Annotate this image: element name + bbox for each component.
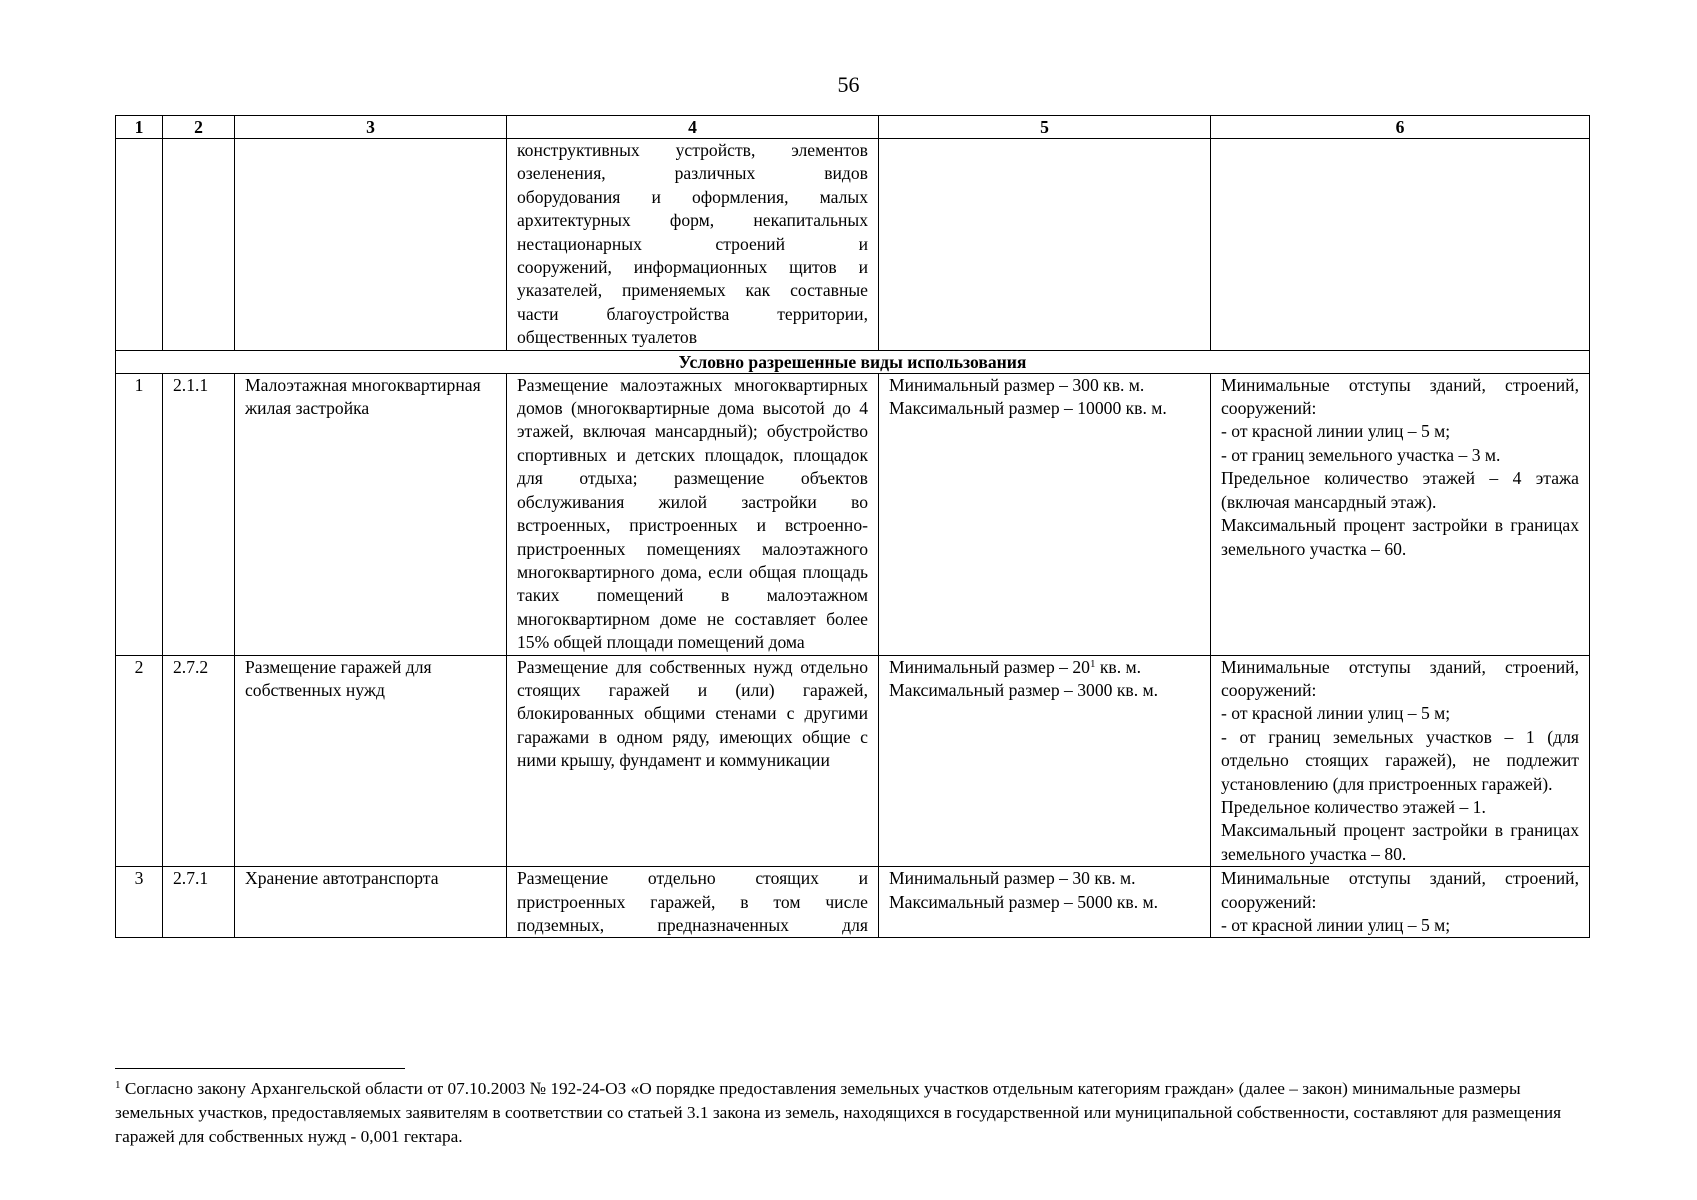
empty-cell bbox=[116, 139, 163, 351]
footnote-text: Согласно закону Архангельской области от 07.10.2003 № 192-24-ОЗ «О порядке предоставления земельных участков отдельным категориям граждан» (далее – закон) минимальные размеры земельных участков, предоставляемых заявителям в соответствии со статьей 3.1 закона из земель, находящихся в государственной или муниципальной собственности, составляют для размещения гаражей для собственных нужд - 0,001 гектара. bbox=[115, 1079, 1562, 1146]
continuation-description bbox=[507, 139, 879, 351]
min-size: Минимальный размер – 30 кв. м. bbox=[889, 868, 1136, 889]
row-plot-size bbox=[879, 655, 1211, 867]
parameter-line: - от красной линии улиц – 5 м; bbox=[1221, 421, 1451, 442]
row-plot-size bbox=[879, 373, 1211, 655]
row-description: Размещение отдельно стоящих и пристроенных гаражей, в том числе подземных, предназначенных для bbox=[507, 867, 879, 938]
description-line: указателей, применяемых как составные bbox=[517, 280, 868, 301]
row-plot-size bbox=[879, 867, 1211, 938]
description-line: сооружений, информационных щитов и bbox=[517, 257, 868, 278]
empty-cell bbox=[879, 139, 1211, 351]
footnote-reference: 1 bbox=[1089, 657, 1096, 670]
description-line: конструктивных устройств, элементов bbox=[517, 140, 868, 160]
max-size: Максимальный размер – 5000 кв. м. bbox=[889, 891, 1159, 912]
min-size: Минимальный размер – 300 кв. м. bbox=[889, 374, 1145, 395]
parameter-line: - от красной линии улиц – 5 м; bbox=[1221, 915, 1451, 935]
parameter-line: Минимальные отступы зданий, строений, сооружений: bbox=[1221, 868, 1579, 912]
min-size-unit: кв. м. bbox=[1095, 656, 1142, 677]
row-code: 2.1.1 bbox=[163, 373, 235, 655]
parameter-line: Максимальный процент застройки в границах земельного участка – 80. bbox=[1221, 820, 1579, 864]
row-code: 2.7.1 bbox=[163, 867, 235, 938]
parameter-line: - от красной линии улиц – 5 м; bbox=[1221, 703, 1451, 724]
min-size-value: Минимальный размер – 20 bbox=[889, 656, 1090, 677]
max-size: Максимальный размер – 10000 кв. м. bbox=[889, 398, 1167, 419]
parameter-line: - от границ земельных участков – 1 (для отдельно стоящих гаражей), не подлежит установлению (для пристроенных гаражей). bbox=[1221, 726, 1579, 794]
parameter-line: Максимальный процент застройки в границах земельного участка – 60. bbox=[1221, 515, 1579, 559]
parameter-line: - от границ земельного участка – 3 м. bbox=[1221, 444, 1501, 465]
page-number: 56 bbox=[837, 72, 860, 97]
parameter-line: Минимальные отступы зданий, строений, сооружений: bbox=[1221, 656, 1579, 700]
section-title: Условно разрешенные виды использования bbox=[116, 350, 1590, 373]
empty-cell bbox=[1211, 139, 1590, 351]
header-cell-1: 1 bbox=[116, 116, 163, 139]
min-size bbox=[889, 656, 1200, 679]
parameter-line: Предельное количество этажей – 4 этажа (включая мансардный этаж). bbox=[1221, 468, 1579, 512]
row-description: Размещение малоэтажных многоквартирных домов (многоквартирные дома высотой до 4 этажей, включая мансардный); обустройство спортивных и детских площадок, площадок для отдыха; размещение объектов обслуживания жилой застройки во встроенных, пристроенных и встроенно-пристроенных помещениях малоэтажного многоквартирного дома, если общая площадь таких помещений в малоэтажном многоквартирном доме не составляет более 15% общей площади помещений дома bbox=[507, 373, 879, 655]
header-row bbox=[116, 116, 1590, 139]
table-row bbox=[116, 655, 1590, 867]
header-cell-2: 2 bbox=[163, 116, 235, 139]
description-line: нестационарных строений и bbox=[517, 233, 868, 254]
description-line: архитектурных форм, некапитальных bbox=[517, 210, 868, 231]
parameter-line: Минимальные отступы зданий, строений, сооружений: bbox=[1221, 374, 1579, 419]
table-row bbox=[116, 373, 1590, 655]
header-cell-5: 5 bbox=[879, 116, 1211, 139]
description-line: озеленения, различных видов bbox=[517, 163, 868, 184]
header-cell-6: 6 bbox=[1211, 116, 1590, 139]
empty-cell bbox=[163, 139, 235, 351]
row-use-name: Размещение гаражей для собственных нужд bbox=[235, 655, 507, 867]
header-cell-3: 3 bbox=[235, 116, 507, 139]
description-line: части благоустройства территории, bbox=[517, 303, 868, 324]
parameter-line: Предельное количество этажей – 1. bbox=[1221, 796, 1486, 817]
row-parameters bbox=[1211, 655, 1590, 867]
empty-cell bbox=[235, 139, 507, 351]
row-use-name: Малоэтажная многоквартирная жилая застройка bbox=[235, 373, 507, 655]
row-code: 2.7.2 bbox=[163, 655, 235, 867]
row-number: 2 bbox=[116, 655, 163, 867]
section-row bbox=[116, 350, 1590, 373]
row-description: Размещение для собственных нужд отдельно стоящих гаражей и (или) гаражей, блокированных общими стенами с другими гаражами в одном ряду, имеющих общие с ними крышу, фундамент и коммуникации bbox=[507, 655, 879, 867]
continuation-row bbox=[116, 139, 1590, 351]
footnote-separator bbox=[115, 1068, 405, 1069]
description-line: оборудования и оформления, малых bbox=[517, 186, 868, 207]
table-row bbox=[116, 867, 1590, 938]
footnote-marker: 1 bbox=[115, 1079, 121, 1091]
description-line: общественных туалетов bbox=[517, 327, 698, 348]
row-number: 1 bbox=[116, 373, 163, 655]
row-parameters bbox=[1211, 373, 1590, 655]
max-size: Максимальный размер – 3000 кв. м. bbox=[889, 679, 1159, 700]
row-number: 3 bbox=[116, 867, 163, 938]
row-use-name: Хранение автотранспорта bbox=[235, 867, 507, 938]
header-cell-4: 4 bbox=[507, 116, 879, 139]
land-use-table bbox=[115, 115, 1590, 938]
row-parameters bbox=[1211, 867, 1590, 938]
footnote bbox=[115, 1077, 1589, 1149]
